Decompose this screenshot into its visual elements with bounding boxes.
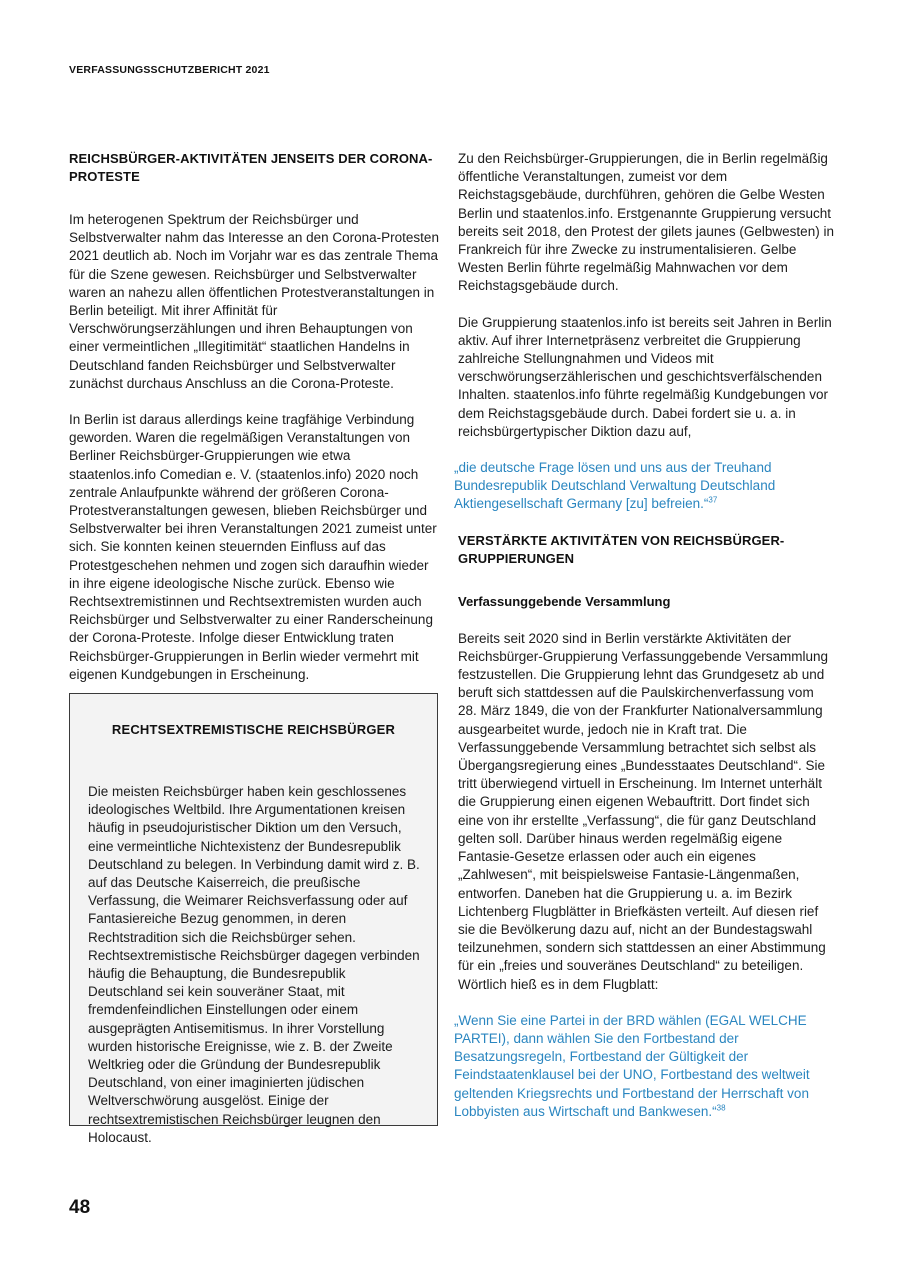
quote-text: „Wenn Sie eine Partei in der BRD wählen (EGAL WELCHE PARTEI), dann wählen Sie den Fortbestand der Besatzungsregeln, Fortbestand der Gültigkeit der Feindstaatenklausel bei der UNO, Fortbestand des weltweit geltenden Kriegsrechts und Fortbestand der Herrschaft von Lobbyisten aus Wirtschaft und Bankwesen.“	[454, 1012, 810, 1119]
section-heading-corona-protests: REICHSBÜRGER-AKTIVITÄTEN JENSEITS DER CORONA-PROTESTE	[69, 151, 433, 184]
paragraph: Die Gruppierung staatenlos.info ist bereits seit Jahren in Berlin aktiv. Auf ihrer Internetpräsenz verbreitet die Gruppierung zahlreiche Stellungnahmen und Videos mit verschwörungserzählerischen und geschichtsverfälschenden Inhalten. staatenlos.info führte regelmäßig Kundgebungen vor dem Reichstagsgebäude durch. Dabei fordert sie u. a. in reichsbürgertypischer Diktion dazu auf,	[458, 314, 832, 439]
subheading-verfassunggebende-versammlung: Verfassunggebende Versammlung	[458, 593, 671, 609]
footnote-marker: 37	[708, 495, 718, 505]
quote-text: „die deutsche Frage lösen und uns aus der Treuhand Bundesrepublik Deutschland Verwaltung Deutschland Aktiengesellschaft Germany [zu] befreien.“	[454, 460, 776, 512]
info-box-title: RECHTSEXTREMISTISCHE REICHSBÜRGER	[111, 722, 396, 737]
info-box-text: Die meisten Reichsbürger haben kein geschlossenes ideologisches Weltbild. Ihre Argumentationen kreisen häufig in pseudojuristischer Diktion um den Versuch, eine vermeintliche Nichtexistenz der Bundesrepublik Deutschland zu belegen. In Verbindung damit wird z. B. auf das Deutsche Kaiserreich, die preußische Verfassung, die Weimarer Reichsverfassung oder auf Fantasiereiche Bezug genommen, in deren Rechtstradition sich die Reichsbürger sehen. Rechtsextremistische Reichsbürger dagegen verbinden häufig die Behauptung, die Bundesrepublik Deutschland sei kein souveräner Staat, mit fremdenfeindlichen Einstellungen oder einem ausgeprägten Antisemitismus. In ihrer Vorstellung wurden historische Ereignisse, wie z. B. der Zweite Weltkrieg oder die Gründung der Bundesrepublik Deutschland, von einer imaginierten jüdischen Weltverschwörung ausgelöst. Einige der rechtsextremistischen Reichsbürger leugnen den Holocaust.	[88, 784, 420, 1145]
footnote-marker: 38	[716, 1103, 726, 1113]
left-column	[69, 150, 441, 702]
section-heading-verstaerkte-aktivitaeten: VERSTÄRKTE AKTIVITÄTEN VON REICHSBÜRGER-GRUPPIERUNGEN	[458, 532, 785, 566]
page-number: 48	[69, 1197, 91, 1218]
paragraph: In Berlin ist daraus allerdings keine tragfähige Verbindung geworden. Waren die regelmäßigen Veranstaltungen von Berliner Reichsbürger-Gruppierungen wie etwa staatenlos.info Comedian e. V. (staatenlos.info) 2020 noch zentrale Anlaufpunkte während der größeren Corona-Protestveranstaltungen gewesen, blieben Reichsbürger und Selbstverwalter bei ihren Veranstaltungen 2021 zumeist unter sich. Sie konnten keinen steuernden Einfluss auf das Protestgeschehen nehmen und zogen sich daraufhin wieder in ihre eigene ideologische Nische zurück. Ebenso wie Rechtsextremistinnen und Rechtsextremisten wurden auch Reichsbürger und Selbstverwalter zu einer Randerscheinung der Corona-Proteste. Infolge dieser Entwicklung traten Reichsbürger-Gruppierungen in Berlin wieder vermehrt mit eigenen Kundgebungen in Erscheinung.	[69, 412, 437, 682]
quote-flugblatt	[454, 1012, 834, 1121]
right-column	[454, 150, 834, 1139]
paragraph: Im heterogenen Spektrum der Reichsbürger und Selbstverwalter nahm das Interesse an den Corona-Protesten 2021 deutlich ab. Noch im Vorjahr war es das zentrale Thema für die Szene gewesen. Reichsbürger und Selbstverwalter waren an nahezu allen öffentlichen Protestveranstaltungen in Berlin beteiligt. Mit ihrer Affinität für Verschwörungserzählungen und ihren Behauptungen von einer vermeintlichen „Illegitimität“ staatlichen Handelns in Deutschland fanden Reichsbürger und Selbstverwalter zunächst durchaus Anschluss an die Corona-Proteste.	[69, 212, 439, 391]
quote-staatenlos	[454, 459, 834, 514]
paragraph: Zu den Reichsbürger-Gruppierungen, die in Berlin regelmäßig öffentliche Veranstaltungen, zumeist vor dem Reichstagsgebäude, durchführen, gehören die Gelbe Westen Berlin und staatenlos.info. Erstgenannte Gruppierung versucht bereits seit 2018, den Protest der gilets jaunes (Gelbwesten) in Frankreich für ihre Zwecke zu instrumentalisieren. Gelbe Westen Berlin führte regelmäßig Mahnwachen vor dem Reichstagsgebäude durch.	[458, 151, 834, 294]
info-box-rechtsextremistische-reichsbuerger	[69, 693, 438, 1145]
running-header: VERFASSUNGSSCHUTZBERICHT 2021	[69, 64, 270, 76]
paragraph: Bereits seit 2020 sind in Berlin verstärkte Aktivitäten der Reichsbürger-Gruppierung Verfassunggebende Versammlung festzustellen. Die Gruppierung lehnt das Grundgesetz ab und beruft sich stattdessen auf die Paulskirchenverfassung vom 28. März 1849, die von der Frankfurter Nationalversammlung ausgearbeitet wurde, jedoch nie in Kraft trat. Die Verfassunggebende Versammlung betrachtet sich selbst als Übergangsregierung eines „Bundesstaates Deutschland“. Sie tritt überwiegend virtuell in Erscheinung. Im Internet unterhält die Gruppierung einen eigenen Webauftritt. Dort findet sich eine von ihr erstellte „Verfassung“, die für ganz Deutschland gelten soll. Darüber hinaus werden regelmäßig eigene Fantasie-Gesetze erlassen oder auch ein eigenes „Zahlwesen“, mit beispielsweise Fantasie-Längenmaßen, entworfen. Daneben hat die Gruppierung u. a. im Bezirk Lichtenberg Flugblätter in Briefkästen verteilt. Auf diesen rief sie die Bevölkerung dazu auf, nicht an der Bundestagswahl teilzunehmen, sondern sich stattdessen an einer Abstimmung für ein „freies und souveränes Deutschland“ zu beteiligen. Wörtlich hieß es in dem Flugblatt:	[458, 630, 828, 992]
